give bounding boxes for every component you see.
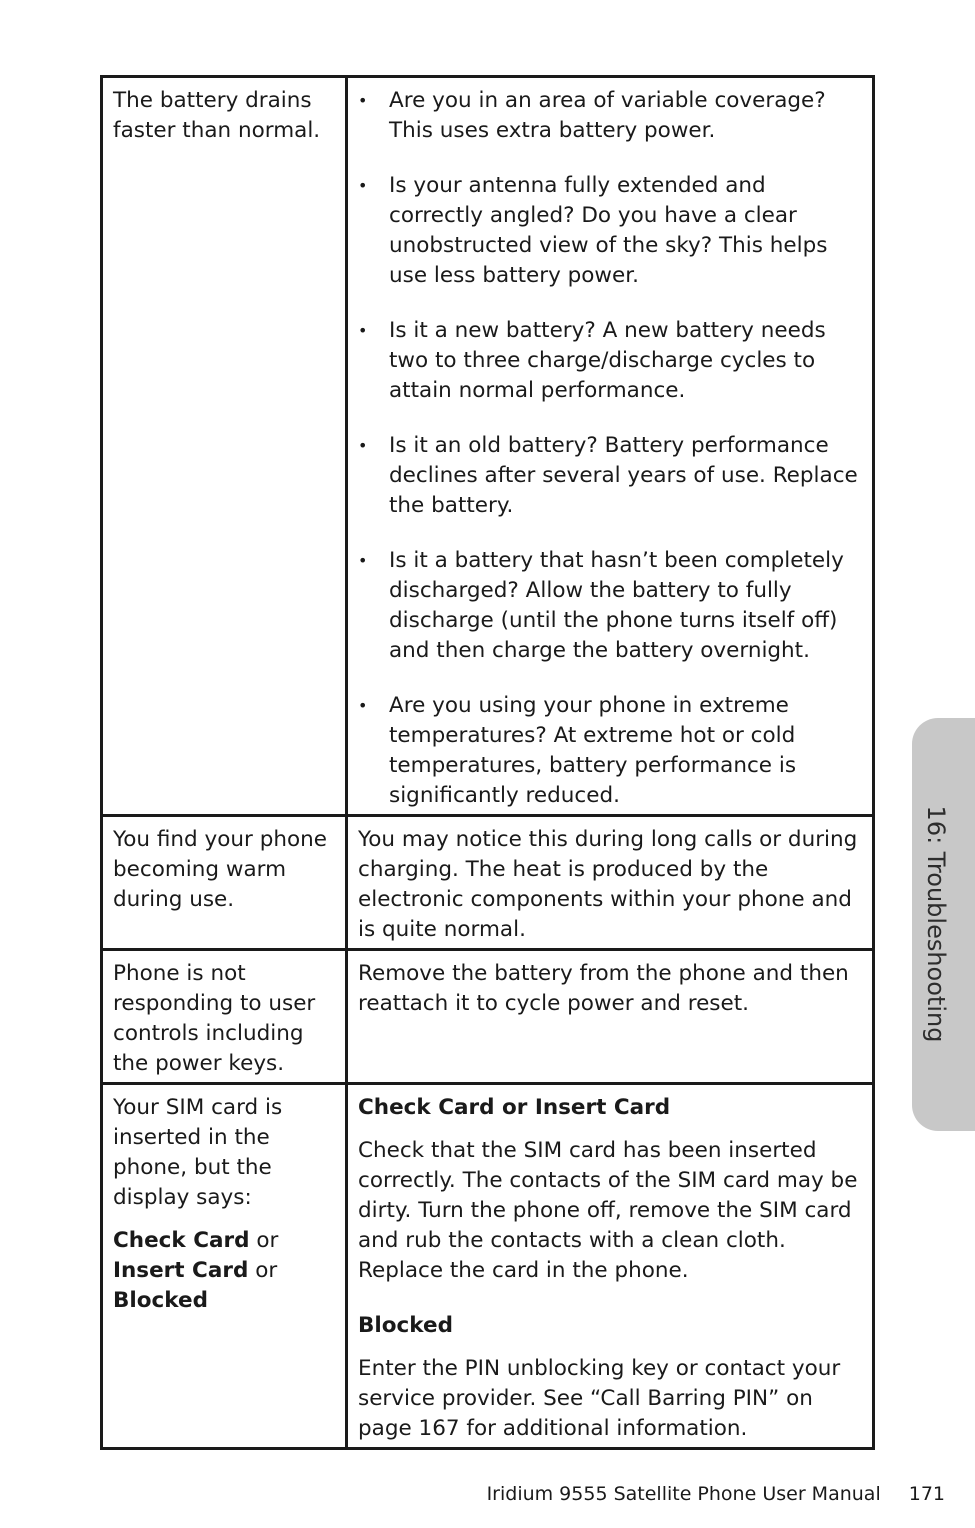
problem-cell (102, 1084, 347, 1449)
table-row (102, 77, 874, 816)
list-item-text: Is it an old battery? Battery performance declines after several years of use. Replace the battery. (389, 433, 858, 518)
connector-word: or (255, 1258, 278, 1283)
solution-cell (347, 77, 874, 816)
troubleshooting-table (100, 75, 875, 1450)
bullet-icon: • (358, 176, 368, 195)
list-item-text: Are you in an area of variable coverage? This uses extra battery power. (389, 88, 826, 143)
problem-text: Your SIM card is inserted in the phone, but the display says: (113, 1095, 283, 1210)
list-item-text: Is it a new battery? A new battery needs two to three charge/discharge cycles to attain normal performance. (389, 318, 826, 403)
bullet-icon: • (358, 321, 368, 340)
page-number: 171 (908, 1483, 945, 1505)
list-item-text: Are you using your phone in extreme temperatures? At extreme hot or cold temperatures, battery performance is significantly reduced. (389, 693, 797, 808)
problem-cell (102, 816, 347, 950)
display-message-1 (113, 1226, 335, 1256)
table-row (102, 950, 874, 1084)
message-blocked: Blocked (113, 1288, 208, 1313)
message-insert-card: Insert Card (113, 1258, 249, 1283)
list-item-text: Is it a battery that hasn’t been completely discharged? Allow the battery to fully discharge (until the phone turns itself off) and then charge the battery overnight. (389, 548, 844, 663)
list-item (358, 171, 862, 291)
list-item (358, 691, 862, 811)
chapter-tab-label: 16: Troubleshooting (922, 805, 950, 1043)
display-message-2 (113, 1256, 335, 1286)
table-row (102, 1084, 874, 1449)
problem-cell (102, 950, 347, 1084)
connector-word: or (256, 1228, 279, 1253)
section-body: Check that the SIM card has been inserted correctly. The contacts of the SIM card may be dirty. Turn the phone off, remove the SIM card and rub the contacts with a clean cloth. Replace the card in the phone. (358, 1138, 858, 1283)
solution-cell (347, 816, 874, 950)
problem-text: Phone is not responding to user controls including the power keys. (113, 961, 316, 1076)
list-item (358, 431, 862, 521)
problem-text: The battery drains faster than normal. (113, 88, 321, 143)
problem-text: You find your phone becoming warm during use. (113, 827, 328, 912)
bullet-list (358, 86, 862, 811)
list-item (358, 316, 862, 406)
problem-cell (102, 77, 347, 816)
solution-text: You may notice this during long calls or during charging. The heat is produced by the electronic components within your phone and is quite normal. (358, 827, 858, 942)
bullet-icon: • (358, 696, 368, 715)
footer-title: Iridium 9555 Satellite Phone User Manual (486, 1483, 881, 1505)
table-row (102, 816, 874, 950)
solution-cell (347, 950, 874, 1084)
page-footer (487, 1483, 945, 1505)
list-item (358, 546, 862, 666)
section-heading: Blocked (358, 1313, 453, 1338)
section-heading: Check Card or Insert Card (358, 1095, 671, 1120)
solution-cell (347, 1084, 874, 1449)
bullet-icon: • (358, 436, 368, 455)
solution-text: Remove the battery from the phone and then reattach it to cycle power and reset. (358, 961, 849, 1016)
bullet-icon: • (358, 91, 368, 110)
message-check-card: Check Card (113, 1228, 250, 1253)
bullet-icon: • (358, 551, 368, 570)
section-body: Enter the PIN unblocking key or contact your service provider. See “Call Barring PIN” on page 167 for additional information. (358, 1356, 841, 1441)
list-item-text: Is your antenna fully extended and correctly angled? Do you have a clear unobstructed view of the sky? This helps use less battery power. (389, 173, 828, 288)
list-item (358, 86, 862, 146)
